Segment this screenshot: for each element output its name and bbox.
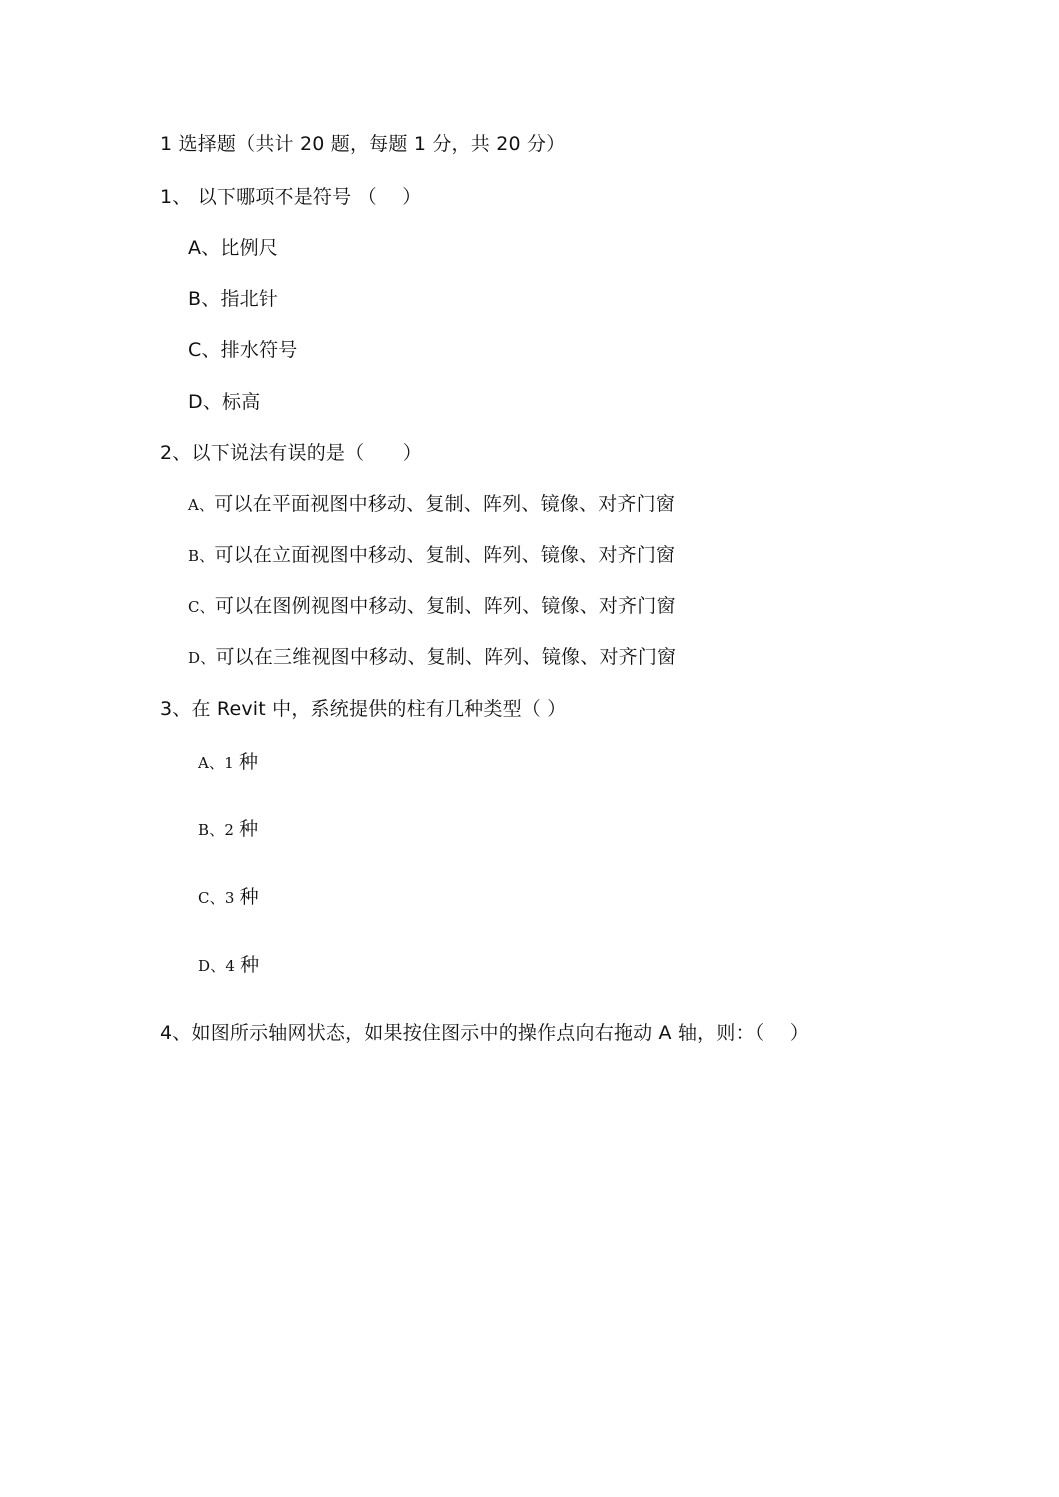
option-text: 种 (239, 886, 259, 908)
option-label: C、 (188, 339, 221, 361)
option-text: 可以在三维视图中移动、复制、阵列、镜像、对齐门窗 (215, 646, 677, 668)
option-text: 种 (238, 751, 259, 773)
question-1-option-c (188, 338, 297, 362)
option-text: 指北针 (220, 288, 279, 310)
option-label: C、 (188, 598, 215, 616)
option-label: D、 (188, 391, 223, 413)
question-2-stem: 2、以下说法有误的是（ ） (160, 442, 422, 464)
question-1-option-a (188, 236, 278, 260)
question-4-stem: 4、如图所示轴网状态，如果按住图示中的操作点向右拖动 A 轴，则：（ ） (160, 1022, 810, 1044)
option-label: C、3 (198, 889, 235, 907)
option-text: 可以在平面视图中移动、复制、阵列、镜像、对齐门窗 (214, 493, 676, 515)
question-3-option-c (198, 885, 259, 910)
option-label: A、 (188, 237, 221, 259)
question-2-option-a (188, 492, 675, 517)
question-3-option-d (198, 953, 259, 978)
question-2-option-b (188, 543, 675, 568)
question-1-option-d (188, 390, 260, 414)
option-text: 标高 (222, 391, 261, 413)
question-3-option-a (198, 750, 258, 775)
option-label: D、 (188, 649, 216, 667)
option-label: A、 (188, 496, 215, 514)
option-label: B、 (188, 547, 215, 565)
question-1-stem: 1、 以下哪项不是符号 （ ） (160, 186, 422, 208)
option-text: 可以在立面视图中移动、复制、阵列、镜像、对齐门窗 (214, 544, 676, 566)
question-2-option-d (188, 645, 676, 670)
section-heading: 1 选择题（共计 20 题，每题 1 分，共 20 分） (160, 133, 566, 155)
option-text: 种 (240, 954, 260, 976)
question-3-stem: 3、在 Revit 中，系统提供的柱有几种类型（ ） (160, 698, 567, 720)
option-label: B、 (188, 288, 221, 310)
option-text: 可以在图例视图中移动、复制、阵列、镜像、对齐门窗 (214, 595, 676, 617)
option-label: A、1 (198, 754, 234, 772)
option-label: B、2 (198, 821, 235, 839)
question-1-option-b (188, 287, 278, 311)
question-3-option-b (198, 817, 258, 842)
option-text: 种 (239, 818, 259, 840)
option-text: 排水符号 (220, 339, 298, 361)
option-text: 比例尺 (220, 237, 279, 259)
question-2-option-c (188, 594, 676, 619)
option-label: D、4 (198, 957, 236, 975)
